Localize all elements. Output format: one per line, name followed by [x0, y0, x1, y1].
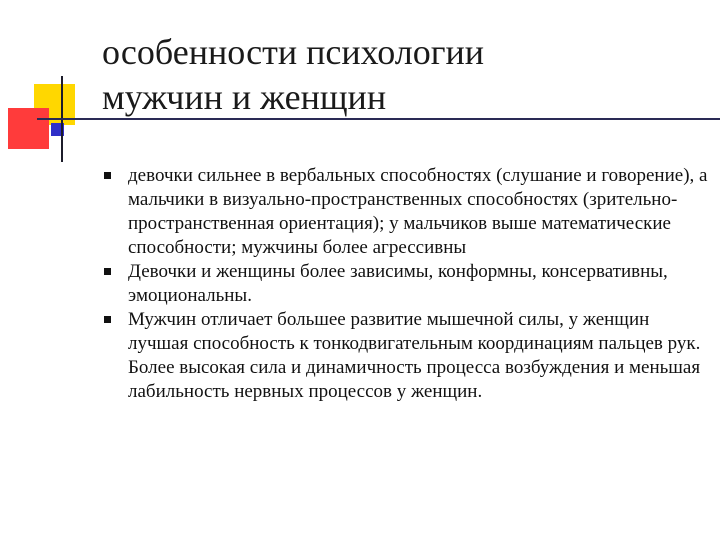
square-bullet-icon	[104, 268, 111, 275]
bullet-text: Девочки и женщины более зависимы, конформны, консервативны, эмоциональны.	[128, 261, 668, 306]
bullet-item	[100, 164, 710, 260]
square-bullet-icon	[104, 172, 111, 179]
bullet-item	[100, 260, 710, 308]
bullet-text: девочки сильнее в вербальных способностях (слушание и говорение), а мальчики в визуально-пространственных способностях (зрительно-пространственная ориентация); у мальчиков выше математические способности; мужчины более агрессивны	[128, 165, 708, 258]
red-square-decoration	[8, 108, 49, 149]
bullet-list	[100, 164, 710, 404]
square-bullet-icon	[104, 316, 111, 323]
slide-title: особенности психологии мужчин и женщин	[102, 32, 485, 117]
bullet-text: Мужчин отличает большее развитие мышечной силы, у женщин лучшая способность к тонкодвигательным координациям пальцев рук. Более высокая сила и динамичность процесса возбуждения и меньшая лабильность нервных процессов у женщин.	[128, 309, 701, 402]
bullet-item	[100, 308, 710, 404]
